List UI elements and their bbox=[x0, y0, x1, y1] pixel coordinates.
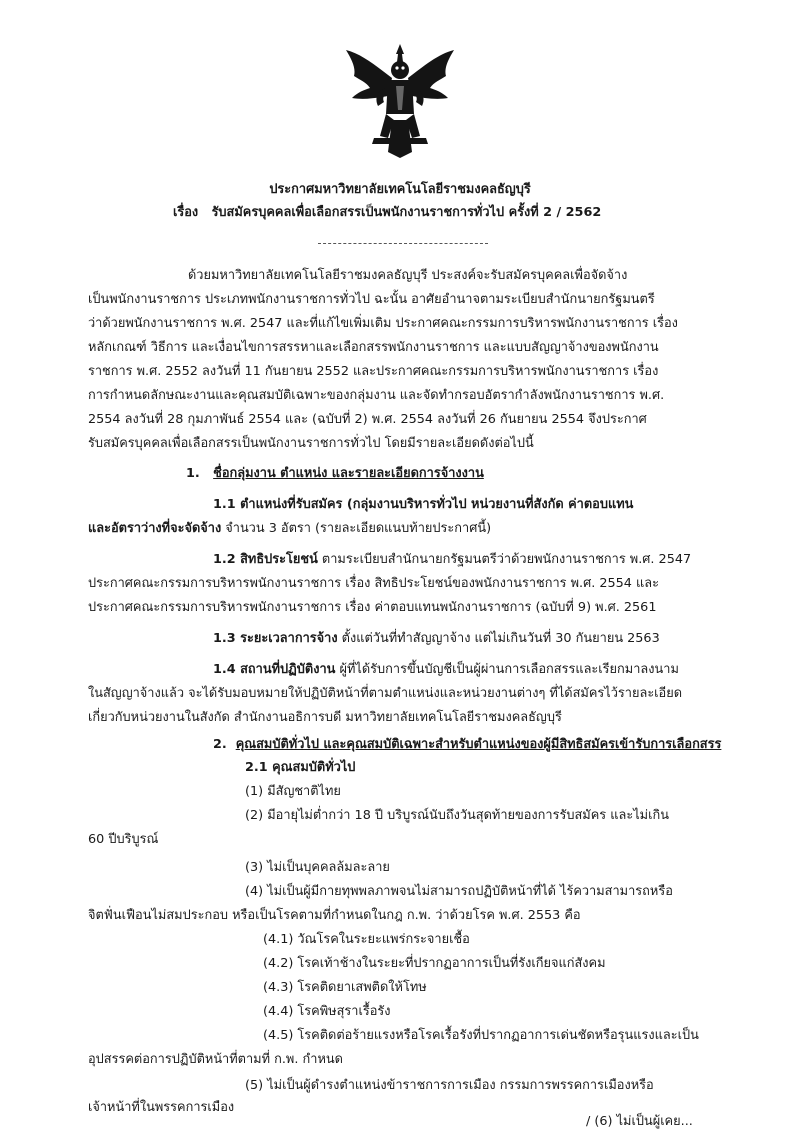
disease-4-5-cont: อุปสรรคต่อการปฏิบัติหน้าที่ตามที่ ก.พ. กำหนด bbox=[88, 1052, 343, 1067]
title-separator bbox=[318, 243, 488, 244]
item-1-1-cont-text: จำนวน 3 อัตรา (รายละเอียดแนบท้ายประกาศนี้) bbox=[221, 521, 492, 536]
item-1-3 bbox=[213, 631, 660, 647]
item-1-2-line: ประกาศคณะกรรมการบริหารพนักงานราชการ เรื่อง ค่าตอบแทนพนักงานราชการ (ฉบับที่ 9) พ.ศ. 2561 bbox=[88, 600, 657, 615]
intro-line: การกำหนดลักษณะงานและคุณสมบัติเฉพาะของกลุ่มงาน และจัดทำกรอบอัตรากำลังพนักงานราชการ พ.ศ. bbox=[88, 388, 665, 403]
item-1-1-cont bbox=[88, 521, 491, 537]
item-1-2-line: ประกาศคณะกรรมการบริหารพนักงานราชการ เรื่อง สิทธิประโยชน์ของพนักงานราชการ พ.ศ. 2554 และ bbox=[88, 576, 659, 591]
disease-4-3: (4.3) โรคติดยาเสพติดให้โทษ bbox=[263, 980, 427, 995]
disease-4-2: (4.2) โรคเท้าช้างในระยะที่ปรากฏอาการเป็นที่รังเกียจแก่สังคม bbox=[263, 956, 606, 971]
intro-line: ด้วยมหาวิทยาลัยเทคโนโลยีราชมงคลธัญบุรี ประสงค์จะรับสมัครบุคคลเพื่อจัดจ้าง bbox=[188, 268, 628, 283]
subject-text: รับสมัครบุคคลเพื่อเลือกสรรเป็นพนักงานราชการทั่วไป ครั้งที่ 2 / 2562 bbox=[211, 205, 602, 220]
item-1-1: 1.1 ตำแหน่งที่รับสมัคร (กลุ่มงานบริหารทั่วไป หน่วยงานที่สังกัด ค่าตอบแทน bbox=[213, 497, 634, 512]
item-1-4-text: ผู้ที่ได้รับการขึ้นบัญชีเป็นผู้ผ่านการเลือกสรรและเรียกมาลงนาม bbox=[335, 662, 679, 677]
qualification-5: (5) ไม่เป็นผู้ดำรงตำแหน่งข้าราชการการเมือง กรรมการพรรคการเมืองหรือ bbox=[245, 1078, 654, 1093]
qualification-2-cont: 60 ปีบริบูรณ์ bbox=[88, 832, 159, 847]
qualification-2: (2) มีอายุไม่ต่ำกว่า 18 ปี บริบูรณ์นับถึงวันสุดท้ายของการรับสมัคร และไม่เกิน bbox=[245, 808, 669, 823]
qualification-4-cont: จิตฟั่นเฟือนไม่สมประกอบ หรือเป็นโรคตามที่กำหนดในกฎ ก.พ. ว่าด้วยโรค พ.ศ. 2553 คือ bbox=[88, 908, 581, 923]
item-1-3-label: 1.3 ระยะเวลาการจ้าง bbox=[213, 631, 338, 646]
section-2-number: 2. bbox=[213, 737, 227, 752]
qualification-1: (1) มีสัญชาติไทย bbox=[245, 784, 341, 799]
disease-4-1: (4.1) วัณโรคในระยะแพร่กระจายเชื้อ bbox=[263, 932, 470, 947]
subject-label: เรื่อง bbox=[173, 205, 199, 220]
intro-line: ราชการ พ.ศ. 2552 ลงวันที่ 11 กันยายน 2552 และประกาศคณะกรรมการบริหารพนักงานราชการ เรื่อง bbox=[88, 364, 659, 379]
intro-line: 2554 ลงวันที่ 28 กุมภาพันธ์ 2554 และ (ฉบับที่ 2) พ.ศ. 2554 ลงวันที่ 26 กันยายน 2554 จึงประกาศ bbox=[88, 412, 647, 427]
intro-line: หลักเกณฑ์ วิธีการ และเงื่อนไขการสรรหาและเลือกสรรพนักงานราชการ และแบบสัญญาจ้างของพนักงาน bbox=[88, 340, 659, 355]
item-1-4-line: ในสัญญาจ้างแล้ว จะได้รับมอบหมายให้ปฏิบัติหน้าที่ตามตำแหน่งและหน่วยงานต่างๆ ที่ได้สมัครไว้รายละเอียด bbox=[88, 686, 683, 701]
intro-line: รับสมัครบุคคลเพื่อเลือกสรรเป็นพนักงานราชการทั่วไป โดยมีรายละเอียดดังต่อไปนี้ bbox=[88, 436, 534, 451]
item-1-4-label: 1.4 สถานที่ปฏิบัติงาน bbox=[213, 662, 336, 677]
qualification-3: (3) ไม่เป็นบุคคลล้มละลาย bbox=[245, 860, 390, 875]
item-1-2-text: ตามระเบียบสำนักนายกรัฐมนตรีว่าด้วยพนักงานราชการ พ.ศ. 2547 bbox=[317, 552, 692, 567]
disease-4-5: (4.5) โรคติดต่อร้ายแรงหรือโรคเรื้อรังที่ปรากฏอาการเด่นชัดหรือรุนแรงและเป็น bbox=[263, 1028, 699, 1043]
section-1-heading bbox=[186, 466, 484, 482]
item-1-4 bbox=[213, 662, 679, 678]
item-1-2-label: 1.2 สิทธิประโยชน์ bbox=[213, 552, 318, 567]
disease-4-4: (4.4) โรคพิษสุราเรื้อรัง bbox=[263, 1004, 391, 1019]
item-1-3-text: ตั้งแต่วันที่ทำสัญญาจ้าง แต่ไม่เกินวันที่ 30 กันยายน 2563 bbox=[337, 631, 660, 646]
page-continuation: / (6) ไม่เป็นผู้เคย... bbox=[586, 1114, 693, 1129]
qualification-4: (4) ไม่เป็นผู้มีกายทุพพลภาพจนไม่สามารถปฏิบัติหน้าที่ได้ ไร้ความสามารถหรือ bbox=[245, 884, 673, 899]
item-1-2 bbox=[213, 552, 691, 568]
announcement-title: ประกาศมหาวิทยาลัยเทคโนโลยีราชมงคลธัญบุรี bbox=[269, 182, 531, 197]
garuda-emblem-icon bbox=[340, 40, 460, 160]
intro-line: ว่าด้วยพนักงานราชการ พ.ศ. 2547 และที่แก้ไขเพิ่มเติม ประกาศคณะกรรมการบริหารพนักงานราชการ เรื่อง bbox=[88, 316, 678, 331]
section-2-title: คุณสมบัติทั่วไป และคุณสมบัติเฉพาะสำหรับตำแหน่งของผู้มีสิทธิสมัครเข้ารับการเลือกสรร bbox=[235, 737, 722, 752]
item-1-1-cont-bold: และอัตราว่างที่จะจัดจ้าง bbox=[88, 521, 222, 536]
qualification-5-cont: เจ้าหน้าที่ในพรรคการเมือง bbox=[88, 1100, 235, 1115]
section-1-title: ชื่อกลุ่มงาน ตำแหน่ง และรายละเอียดการจ้างงาน bbox=[213, 466, 484, 481]
intro-line: เป็นพนักงานราชการ ประเภทพนักงานราชการทั่วไป ฉะนั้น อาศัยอำนาจตามระเบียบสำนักนายกรัฐมนตรี bbox=[88, 292, 655, 307]
announcement-subject bbox=[173, 205, 601, 221]
section-2-heading bbox=[213, 737, 721, 753]
section-1-number: 1. bbox=[186, 466, 200, 481]
item-1-4-line: เกี่ยวกับหน่วยงานในสังกัด สำนักงานอธิการบดี มหาวิทยาลัยเทคโนโลยีราชมงคลธัญบุรี bbox=[88, 710, 562, 725]
item-2-1: 2.1 คุณสมบัติทั่วไป bbox=[245, 760, 356, 775]
